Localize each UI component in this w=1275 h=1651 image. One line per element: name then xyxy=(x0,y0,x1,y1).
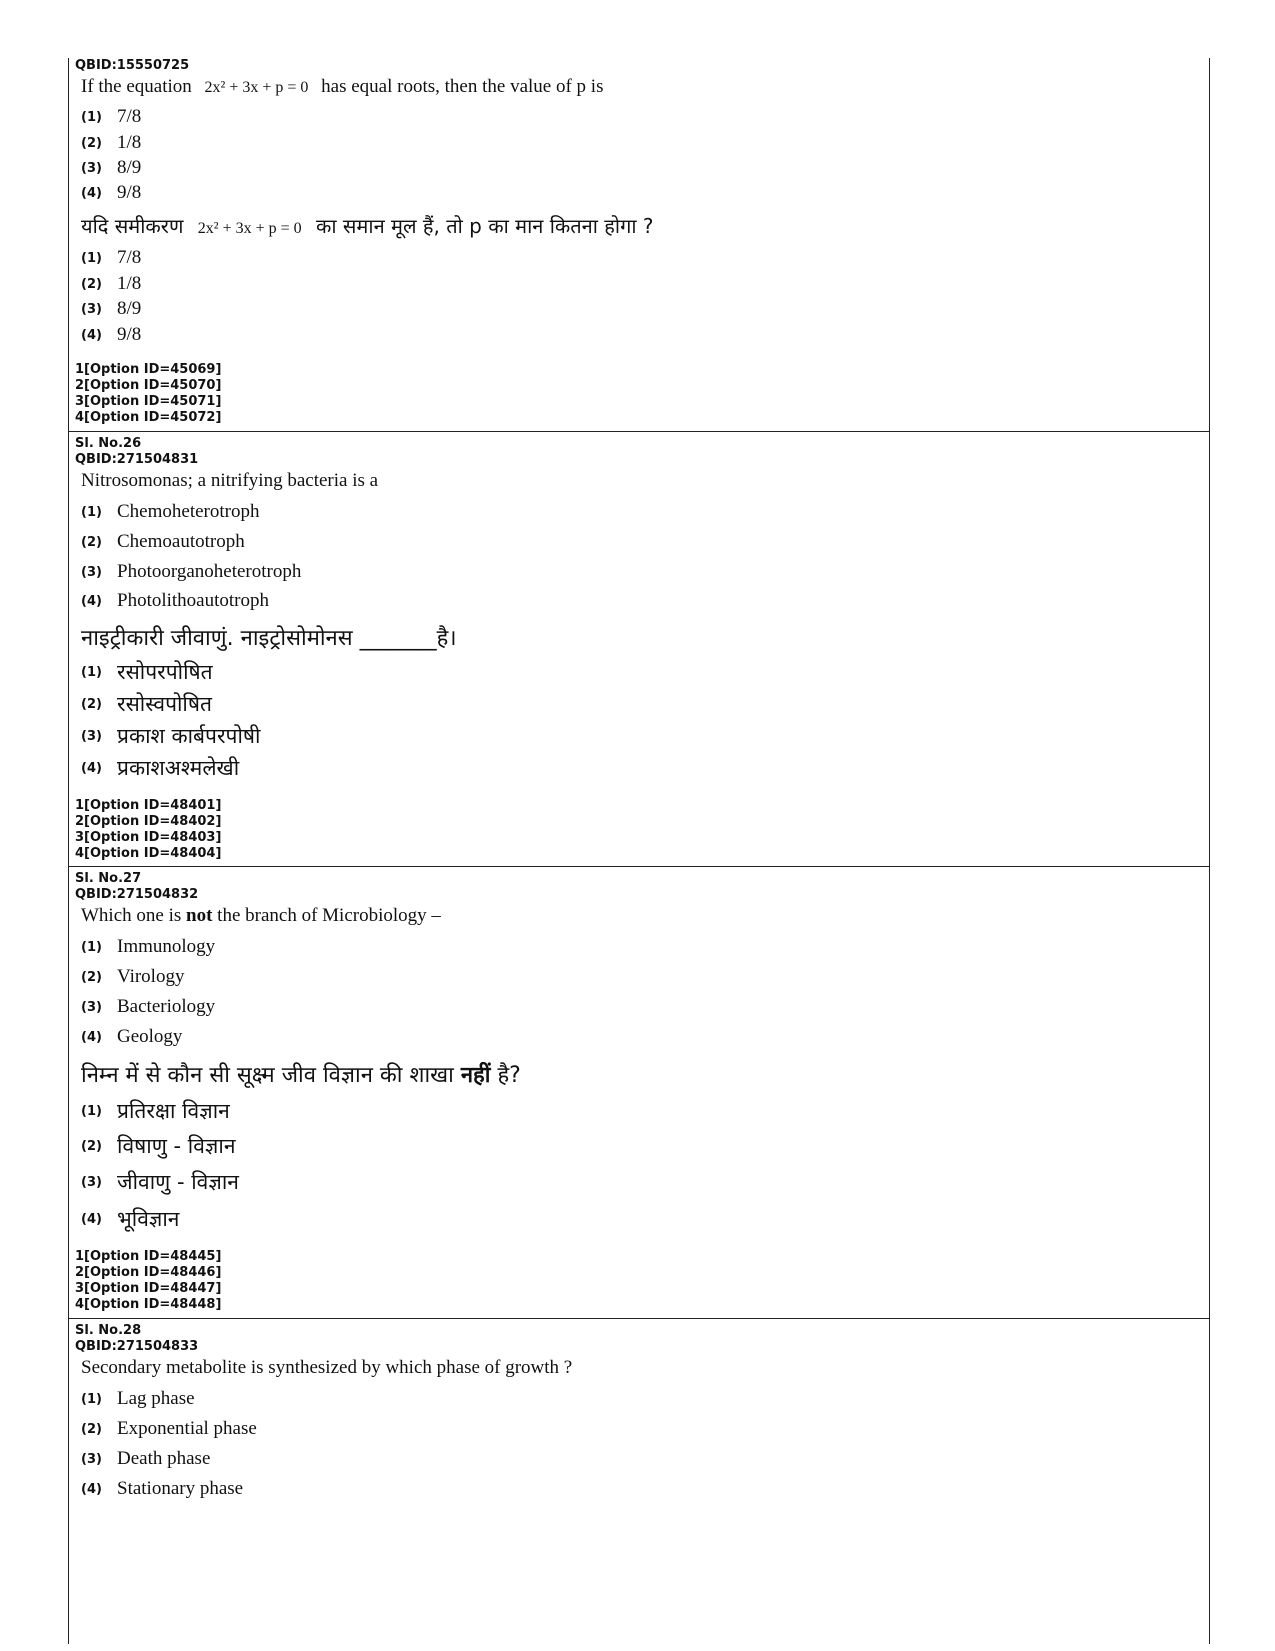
equation: 2x² + 3x + p = 0 xyxy=(204,79,309,96)
option-id: 1[Option ID=48445] xyxy=(75,1249,222,1264)
option-number: (3) xyxy=(81,999,102,1015)
option-number: (2) xyxy=(81,696,102,712)
question-emphasis: नहीं xyxy=(460,1063,491,1088)
option-id: 4[Option ID=45072] xyxy=(75,410,222,425)
option-text: 7/8 xyxy=(117,247,142,268)
option-number: (2) xyxy=(81,969,102,985)
option-number: (3) xyxy=(81,564,102,580)
question-text-part: If the equation xyxy=(81,76,192,97)
option-number: (1) xyxy=(81,250,102,266)
option-number: (3) xyxy=(81,728,102,744)
option-row xyxy=(69,590,1209,612)
option-row xyxy=(69,273,1209,295)
option-text: प्रतिरक्षा विज्ञान xyxy=(117,1099,230,1123)
option-number: (1) xyxy=(81,109,102,125)
question-emphasis: not xyxy=(186,905,213,926)
question-block-27 xyxy=(69,866,1209,1319)
qbid-label: QBID:271504833 xyxy=(75,1339,199,1354)
option-number: (4) xyxy=(81,327,102,343)
option-id-list xyxy=(69,798,1209,862)
option-row xyxy=(69,936,1209,958)
option-row xyxy=(69,690,1209,718)
option-row xyxy=(69,1168,1209,1196)
option-text: रसोपरपोषित xyxy=(117,660,213,684)
option-text: प्रकाश कार्बपरपोषी xyxy=(117,724,261,748)
question-text-part: निम्न में से कौन सी सूक्ष्म जीव विज्ञान की शाखा xyxy=(81,1063,454,1088)
option-text: 8/9 xyxy=(117,157,142,178)
option-row xyxy=(69,722,1209,750)
option-number: (4) xyxy=(81,593,102,609)
option-row xyxy=(69,1418,1209,1440)
option-number: (4) xyxy=(81,1029,102,1045)
option-text: Photoorganoheterotroph xyxy=(117,561,302,582)
option-id: 3[Option ID=45071] xyxy=(75,394,222,409)
option-text: प्रकाशअश्मलेखी xyxy=(117,756,240,780)
question-block-25 xyxy=(69,58,1209,431)
question-text-hi xyxy=(69,212,1209,239)
serial-number: Sl. No.27 xyxy=(75,871,142,886)
question-paper-page xyxy=(68,58,1210,1644)
option-row xyxy=(69,996,1209,1018)
option-row xyxy=(69,324,1209,346)
option-number: (2) xyxy=(81,135,102,151)
option-id: 3[Option ID=48403] xyxy=(75,830,222,845)
question-text-en: Nitrosomonas; a nitrifying bacteria is a xyxy=(81,470,379,491)
option-number: (1) xyxy=(81,1103,102,1119)
question-text-part: Which one is xyxy=(81,905,182,926)
option-text: Geology xyxy=(117,1026,183,1047)
option-number: (2) xyxy=(81,1138,102,1154)
option-text: Stationary phase xyxy=(117,1478,244,1499)
option-id: 3[Option ID=48447] xyxy=(75,1281,222,1296)
question-block-26 xyxy=(69,431,1209,867)
option-text: भूविज्ञान xyxy=(117,1207,180,1231)
option-id: 4[Option ID=48404] xyxy=(75,846,222,861)
option-row xyxy=(69,247,1209,269)
option-text: Exponential phase xyxy=(117,1418,257,1439)
option-id: 2[Option ID=45070] xyxy=(75,378,222,393)
question-block-28 xyxy=(69,1318,1209,1645)
option-row xyxy=(69,1205,1209,1233)
question-text-part: का समान मूल हैं, तो p का मान कितना होगा ? xyxy=(316,214,654,238)
option-text: Immunology xyxy=(117,936,216,957)
option-text: Photolithoautotroph xyxy=(117,590,269,611)
option-text: 9/8 xyxy=(117,324,142,345)
option-row xyxy=(69,1388,1209,1410)
option-number: (4) xyxy=(81,1211,102,1227)
option-text: 1/8 xyxy=(117,132,142,153)
option-text: 1/8 xyxy=(117,273,142,294)
option-text: 9/8 xyxy=(117,182,142,203)
option-row xyxy=(69,966,1209,988)
question-text-part: है? xyxy=(497,1063,521,1088)
option-number: (2) xyxy=(81,276,102,292)
option-text: 7/8 xyxy=(117,106,142,127)
qbid-label: QBID:15550725 xyxy=(75,58,190,73)
option-number: (3) xyxy=(81,1451,102,1467)
option-id-list xyxy=(69,1249,1209,1313)
option-row xyxy=(69,1132,1209,1160)
question-text-en: Secondary metabolite is synthesized by which phase of growth ? xyxy=(81,1357,573,1378)
option-row xyxy=(69,182,1209,204)
equation: 2x² + 3x + p = 0 xyxy=(197,220,302,237)
question-text-en xyxy=(69,76,1209,98)
option-id: 2[Option ID=48402] xyxy=(75,814,222,829)
option-number: (3) xyxy=(81,1174,102,1190)
option-text: Virology xyxy=(117,966,185,987)
option-number: (4) xyxy=(81,760,102,776)
option-text: Death phase xyxy=(117,1448,211,1469)
option-row xyxy=(69,1478,1209,1500)
option-number: (4) xyxy=(81,1481,102,1497)
option-row xyxy=(69,298,1209,320)
option-row xyxy=(69,1026,1209,1048)
question-text-part: has equal roots, then the value of p is xyxy=(321,76,604,97)
option-number: (1) xyxy=(81,664,102,680)
option-number: (1) xyxy=(81,939,102,955)
option-row xyxy=(69,754,1209,782)
option-row xyxy=(69,157,1209,179)
option-id: 1[Option ID=45069] xyxy=(75,362,222,377)
option-id-list xyxy=(69,362,1209,426)
serial-number: Sl. No.26 xyxy=(75,436,142,451)
option-number: (4) xyxy=(81,185,102,201)
option-number: (3) xyxy=(81,301,102,317)
option-text: विषाणु - विज्ञान xyxy=(117,1134,236,1158)
option-row xyxy=(69,501,1209,523)
option-number: (2) xyxy=(81,1421,102,1437)
question-text-hi: नाइट्रीकारी जीवाणुं. नाइट्रोसोमोनस _______है। xyxy=(81,626,457,651)
qbid-label: QBID:271504831 xyxy=(75,452,199,467)
option-row xyxy=(69,1448,1209,1470)
option-row xyxy=(69,561,1209,583)
option-text: Lag phase xyxy=(117,1388,195,1409)
question-text-en xyxy=(69,905,1209,927)
option-text: Bacteriology xyxy=(117,996,216,1017)
option-id: 2[Option ID=48446] xyxy=(75,1265,222,1280)
option-text: Chemoautotroph xyxy=(117,531,245,552)
option-id: 1[Option ID=48401] xyxy=(75,798,222,813)
option-text: 8/9 xyxy=(117,298,142,319)
option-row xyxy=(69,531,1209,553)
option-number: (3) xyxy=(81,160,102,176)
option-row xyxy=(69,658,1209,686)
option-row xyxy=(69,132,1209,154)
question-text-part: the branch of Microbiology – xyxy=(217,905,441,926)
qbid-label: QBID:271504832 xyxy=(75,887,199,902)
option-text: Chemoheterotroph xyxy=(117,501,260,522)
option-text: जीवाणु - विज्ञान xyxy=(117,1170,239,1194)
option-number: (1) xyxy=(81,1391,102,1407)
option-number: (2) xyxy=(81,534,102,550)
serial-number: Sl. No.28 xyxy=(75,1323,142,1338)
option-row xyxy=(69,106,1209,128)
option-row xyxy=(69,1097,1209,1125)
question-text-hi xyxy=(69,1059,1209,1089)
question-text-part: यदि समीकरण xyxy=(81,214,184,238)
option-id: 4[Option ID=48448] xyxy=(75,1297,222,1312)
option-text: रसोस्वपोषित xyxy=(117,692,212,716)
option-number: (1) xyxy=(81,504,102,520)
